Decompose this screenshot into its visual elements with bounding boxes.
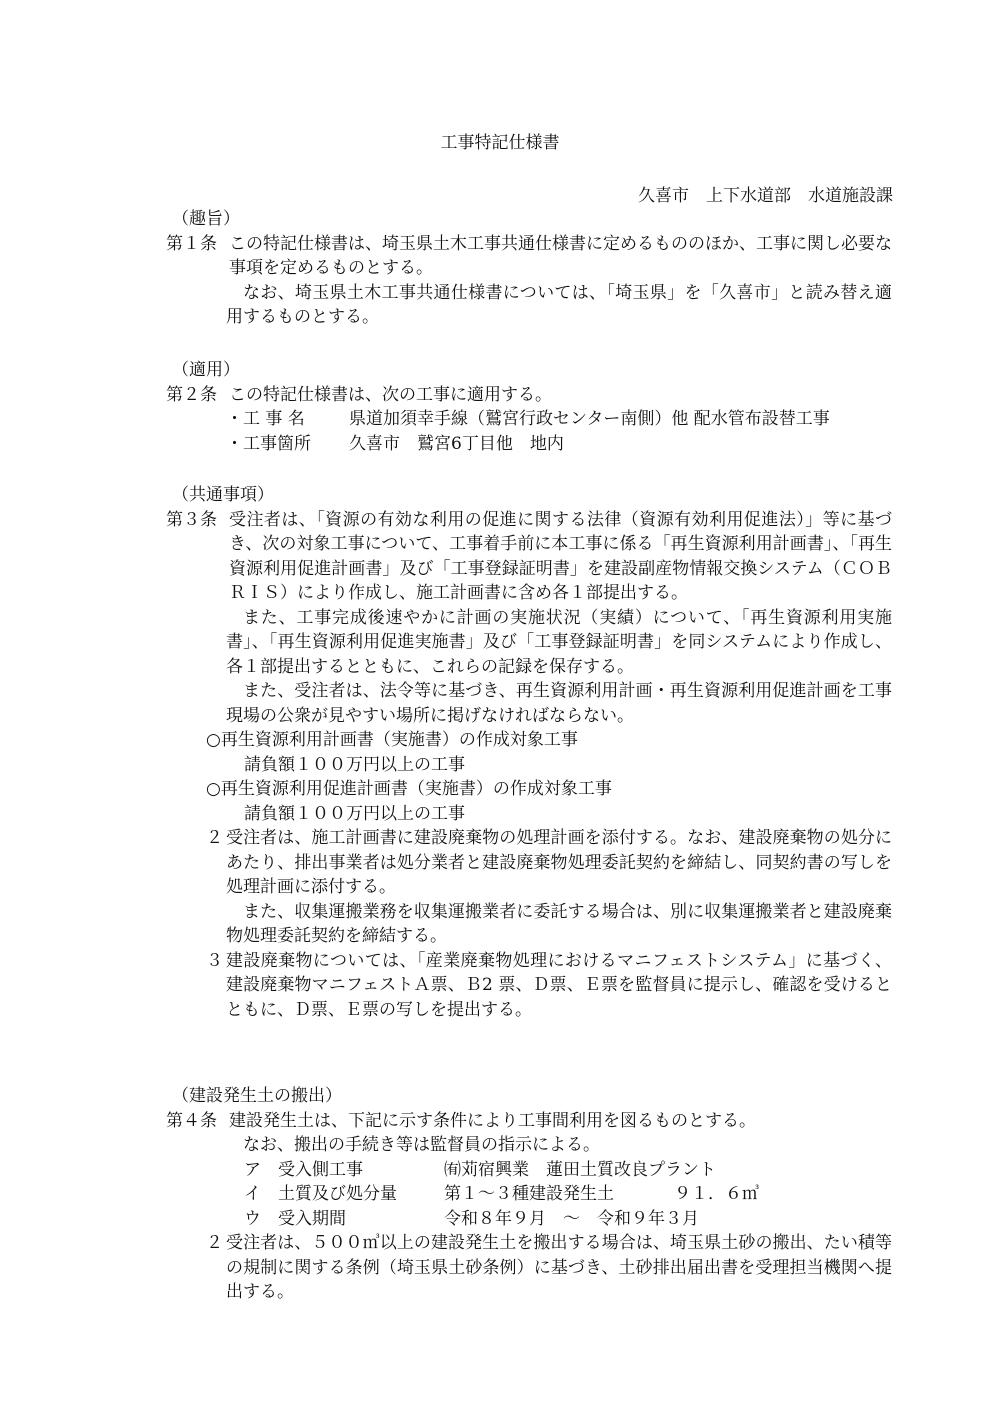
section-common [166, 483, 892, 1022]
target-condition: 請負額１００万円以上の工事 [244, 803, 465, 824]
document-title: 工事特記仕様書 [440, 133, 560, 153]
target-item: ○再生資源利用促進計画書（実施書）の作成対象工事 [206, 779, 612, 799]
article-paragraph: また、工事完成後速やかに計画の実施状況（実績）について、「再生資源利用実施書」、「再生資源利用促進実施書」及び「工事登録証明書」を同システムにより作成し、各１部提出するとともに、これらの記録を保存する。 [226, 607, 892, 677]
article-1 [166, 232, 892, 281]
condition-label: イ 土質及び処分量 [244, 1184, 397, 1204]
section-application [166, 358, 892, 456]
section-heading: （建設発生土の搬出） [172, 1086, 342, 1106]
condition-value: 第１～３種建設発生土 [444, 1184, 614, 1204]
article-text: 建設発生土は、下記に示す条件により工事間利用を図るものとする。 [229, 1110, 756, 1131]
condition-row [166, 1158, 892, 1183]
article-4 [166, 1109, 892, 1134]
condition-row [166, 1182, 892, 1207]
article-3-item-3 [166, 949, 892, 1023]
section-heading: （共通事項） [172, 485, 274, 505]
item-value: 久喜市 鷲宮6丁目他 地内 [349, 433, 564, 454]
item-number: ２ [206, 1233, 223, 1253]
condition-value: ㈲苅宿興業 蓮田土質改良プラント [444, 1159, 716, 1180]
article-text: 受注者は、「資源の有効な利用の促進に関する法律（資源有効利用促進法）」等に基づき、次の対象工事について、工事着手前に本工事に係る「再生資源利用計画書」、「再生資源利用促進計画書」及び「工事登録証明書」を建設副産物情報交換システム（ＣＯＢＲＩＳ）により作成し、施工計画書に含め各１部提出する。 [229, 509, 892, 603]
item-number: ２ [206, 828, 223, 848]
work-name-item [166, 407, 892, 432]
condition-label: ア 受入側工事 [244, 1159, 363, 1180]
item-key: ・工事箇所 [226, 433, 311, 454]
section-soil-removal [166, 1084, 892, 1305]
section-heading: （適用） [172, 360, 240, 380]
article-2 [166, 383, 892, 408]
article-text: この特記仕様書は、埼玉県土木工事共通仕様書に定めるもののほか、工事に関し必要な事項を定めるものとする。 [229, 233, 892, 278]
article-number: 第２条 [166, 384, 217, 405]
item-text: 受注者は、５００㎥以上の建設発生土を搬出する場合は、埼玉県土砂の搬出、たい積等の規制に関する条例（埼玉県土砂条例）に基づき、土砂排出届出書を受理担当機関へ提出する。 [226, 1233, 892, 1302]
target-item: ○再生資源利用計画書（実施書）の作成対象工事 [206, 730, 578, 750]
article-paragraph: また、収集運搬業務を収集運搬業者に委託する場合は、別に収集運搬業者と建設廃棄物処理委託契約を締結する。 [226, 901, 892, 946]
article-number: 第４条 [166, 1110, 217, 1131]
article-4-item-2 [166, 1231, 892, 1305]
item-text: 建設廃棄物については、「産業廃棄物処理におけるマニフェストシステム」に基づく、建設廃棄物マニフェストＡ票、Ｂ2 票、Ｄ票、Ｅ票を監督員に提示し、確認を受けるとともに、Ｄ票、Ｅ票の写しを提出する。 [226, 950, 892, 1020]
article-number: 第１条 [166, 233, 217, 254]
condition-value: 令和８年９月 ～ 令和９年３月 [444, 1208, 699, 1229]
condition-label: ウ 受入期間 [244, 1208, 346, 1229]
article-paragraph: なお、埼玉県土木工事共通仕様書については、「埼玉県」を「久喜市」と読み替え適用するものとする。 [226, 282, 892, 327]
article-text: この特記仕様書は、次の工事に適用する。 [229, 384, 552, 405]
article-3-item-2 [166, 826, 892, 900]
item-text: 受注者は、施工計画書に建設廃棄物の処理計画を添付する。なお、建設廃棄物の処分にあたり、排出事業者は処分業者と建設廃棄物処理委託契約を締結し、同契約書の写しを処理計画に添付する。 [226, 828, 892, 897]
condition-amount: ９１．６㎥ [674, 1184, 759, 1204]
article-paragraph: なお、搬出の手続き等は監督員の指示による。 [243, 1135, 600, 1155]
section-purpose [166, 207, 892, 330]
item-key: ・工 事 名 [226, 409, 305, 429]
section-heading: （趣旨） [172, 209, 240, 229]
article-paragraph: また、受注者は、法令等に基づき、再生資源利用計画・再生資源利用促進計画を工事現場の公衆が見やすい場所に掲げなければならない。 [226, 681, 892, 726]
issuing-organization: 久喜市 上下水道部 水道施設課 [638, 186, 893, 206]
item-value: 県道加須幸手線（鷲宮行政センター南側）他 配水管布設替工事 [349, 409, 830, 429]
article-number: 第３条 [166, 509, 217, 530]
target-condition: 請負額１００万円以上の工事 [244, 754, 465, 775]
work-location-item [166, 432, 892, 457]
item-number: ３ [206, 950, 223, 971]
condition-row [166, 1207, 892, 1232]
article-3 [166, 508, 892, 606]
